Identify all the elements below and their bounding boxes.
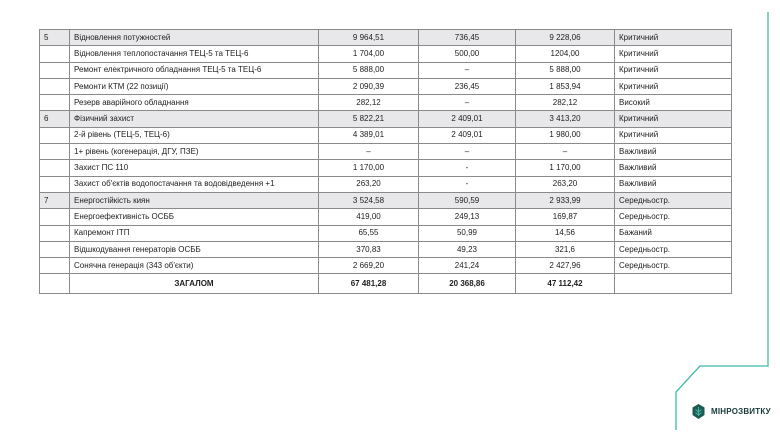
row-funded: – — [419, 95, 516, 111]
row-funded: – — [419, 144, 516, 160]
row-number — [40, 144, 70, 160]
table-row — [40, 160, 732, 176]
row-need: 2 427,96 — [516, 258, 615, 274]
row-funded: 736,45 — [419, 30, 516, 46]
row-priority: Середньостр. — [615, 192, 732, 208]
row-name: Сонячна генерація (343 об'єкти) — [70, 258, 319, 274]
row-total: 1 170,00 — [319, 160, 419, 176]
row-total: 1 704,00 — [319, 46, 419, 62]
row-number — [40, 46, 70, 62]
row-need: 1 853,94 — [516, 78, 615, 94]
row-total: 419,00 — [319, 209, 419, 225]
row-name: Резерв аварійного обладнання — [70, 95, 319, 111]
row-need: – — [516, 144, 615, 160]
row-name: Захист ПС 110 — [70, 160, 319, 176]
row-number — [40, 209, 70, 225]
row-number — [40, 78, 70, 94]
budget-table — [39, 29, 732, 294]
row-funded: 2 409,01 — [419, 111, 516, 127]
ministry-leaf-icon — [691, 403, 706, 420]
row-name: Ремонти КТМ (22 позиції) — [70, 78, 319, 94]
table-row — [40, 225, 732, 241]
row-priority: Середньостр. — [615, 241, 732, 257]
row-total: 3 524,58 — [319, 192, 419, 208]
row-total: 282,12 — [319, 95, 419, 111]
row-priority: Критичний — [615, 78, 732, 94]
row-name: Фізичний захист — [70, 111, 319, 127]
row-need: 5 888,00 — [516, 62, 615, 78]
row-name: Відшкодування генераторів ОСББ — [70, 241, 319, 257]
totals-funded: 20 368,86 — [419, 274, 516, 294]
table-row — [40, 95, 732, 111]
row-priority: Критичний — [615, 127, 732, 143]
table-row — [40, 46, 732, 62]
table-row — [40, 176, 732, 192]
table-row — [40, 241, 732, 257]
row-funded: 500,00 — [419, 46, 516, 62]
row-funded: - — [419, 160, 516, 176]
row-total: 5 888,00 — [319, 62, 419, 78]
totals-row — [40, 274, 732, 294]
row-number — [40, 176, 70, 192]
row-need: 9 228,06 — [516, 30, 615, 46]
row-priority: Важливий — [615, 160, 732, 176]
row-total: 263,20 — [319, 176, 419, 192]
row-need: 3 413,20 — [516, 111, 615, 127]
totals-no-cell — [40, 274, 70, 294]
row-total: 4 389,01 — [319, 127, 419, 143]
totals-label: ЗАГАЛОМ — [70, 274, 319, 294]
table-row — [40, 78, 732, 94]
row-need: 1 980,00 — [516, 127, 615, 143]
row-need: 1 170,00 — [516, 160, 615, 176]
row-name: 2-й рівень (ТЕЦ-5, ТЕЦ-6) — [70, 127, 319, 143]
row-number: 5 — [40, 30, 70, 46]
row-name: Ремонт електричного обладнання ТЕЦ-5 та ТЕЦ-6 — [70, 62, 319, 78]
totals-need: 47 112,42 — [516, 274, 615, 294]
row-priority: Важливий — [615, 144, 732, 160]
row-number — [40, 160, 70, 176]
row-number: 6 — [40, 111, 70, 127]
table-group-row — [40, 30, 732, 46]
row-name: Енергостійкість киян — [70, 192, 319, 208]
row-funded: 236,45 — [419, 78, 516, 94]
table-row — [40, 258, 732, 274]
row-need: 321,6 — [516, 241, 615, 257]
row-funded: 590,59 — [419, 192, 516, 208]
row-need: 169,87 — [516, 209, 615, 225]
row-number — [40, 62, 70, 78]
table-group-row — [40, 192, 732, 208]
row-funded: 49,23 — [419, 241, 516, 257]
row-priority: Середньостр. — [615, 258, 732, 274]
row-name: Енергоефективність ОСББ — [70, 209, 319, 225]
ministry-logo — [691, 403, 771, 420]
table-row — [40, 127, 732, 143]
row-total: 2 669,20 — [319, 258, 419, 274]
row-priority: Важливий — [615, 176, 732, 192]
row-funded: – — [419, 62, 516, 78]
row-funded: 50,99 — [419, 225, 516, 241]
ministry-name: МІНРОЗВИТКУ — [711, 407, 771, 416]
budget-table-body — [40, 30, 732, 294]
row-number — [40, 258, 70, 274]
row-total: 9 964,51 — [319, 30, 419, 46]
row-total: 65,55 — [319, 225, 419, 241]
row-name: Капремонт ІТП — [70, 225, 319, 241]
row-total: 2 090,39 — [319, 78, 419, 94]
row-need: 263,20 — [516, 176, 615, 192]
row-name: Відновлення потужностей — [70, 30, 319, 46]
row-number — [40, 95, 70, 111]
row-funded: - — [419, 176, 516, 192]
row-funded: 2 409,01 — [419, 127, 516, 143]
row-need: 282,12 — [516, 95, 615, 111]
row-priority: Критичний — [615, 46, 732, 62]
row-number — [40, 225, 70, 241]
row-priority: Середньостр. — [615, 209, 732, 225]
table-row — [40, 62, 732, 78]
table-row — [40, 144, 732, 160]
row-number: 7 — [40, 192, 70, 208]
row-total: 5 822,21 — [319, 111, 419, 127]
table-row — [40, 209, 732, 225]
row-priority: Критичний — [615, 62, 732, 78]
row-name: 1+ рівень (когенерація, ДГУ, ПЗЕ) — [70, 144, 319, 160]
row-name: Відновлення теплопостачання ТЕЦ-5 та ТЕЦ-6 — [70, 46, 319, 62]
row-priority: Критичний — [615, 111, 732, 127]
table-group-row — [40, 111, 732, 127]
totals-total: 67 481,28 — [319, 274, 419, 294]
row-need: 14,56 — [516, 225, 615, 241]
row-number — [40, 241, 70, 257]
row-need: 2 933,99 — [516, 192, 615, 208]
totals-priority-cell — [615, 274, 732, 294]
row-funded: 241,24 — [419, 258, 516, 274]
row-number — [40, 127, 70, 143]
row-total: – — [319, 144, 419, 160]
row-total: 370,83 — [319, 241, 419, 257]
row-name: Захист об'єктів водопостачання та водовідведення +1 — [70, 176, 319, 192]
row-funded: 249,13 — [419, 209, 516, 225]
row-priority: Високий — [615, 95, 732, 111]
row-need: 1204,00 — [516, 46, 615, 62]
row-priority: Критичний — [615, 30, 732, 46]
row-priority: Бажаний — [615, 225, 732, 241]
